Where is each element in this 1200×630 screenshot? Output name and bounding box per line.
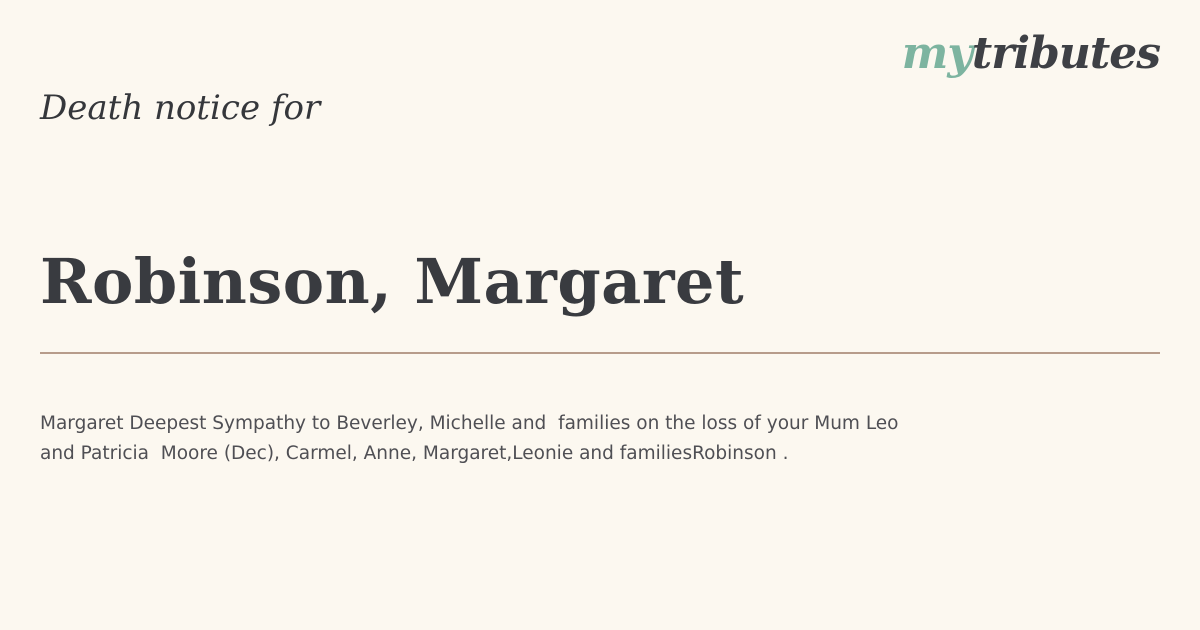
death-notice-label: Death notice for bbox=[40, 88, 321, 128]
notice-message: Margaret Deepest Sympathy to Beverley, Michelle and families on the loss of your Mum Leo and Patricia Moore (Dec), Carmel, Anne, Margaret,Leonie and familiesRobinson . bbox=[40, 412, 911, 464]
mytributes-logo bbox=[902, 28, 1160, 81]
divider-line bbox=[40, 352, 1160, 354]
logo-suffix: tributes bbox=[971, 28, 1160, 79]
logo-prefix: my bbox=[901, 28, 972, 79]
deceased-name-title: Robinson, Margaret bbox=[40, 244, 745, 318]
